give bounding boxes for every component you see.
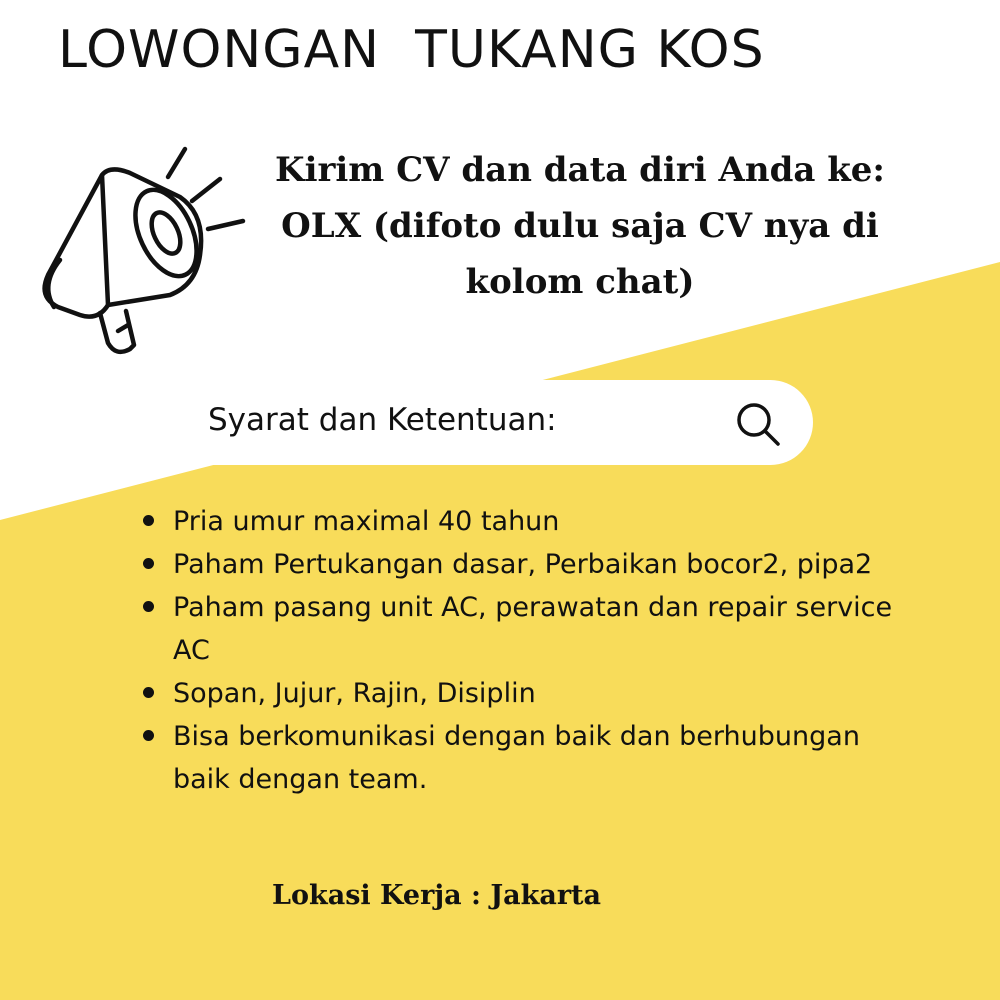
page-title: LOWONGAN TUKANG KOS <box>58 20 765 80</box>
list-item <box>140 715 900 801</box>
requirement-text: Paham pasang unit AC, perawatan dan repair service AC <box>173 592 893 666</box>
requirements-list <box>140 500 900 801</box>
requirement-text: Pria umur maximal 40 tahun <box>173 506 560 537</box>
list-item <box>140 672 900 715</box>
megaphone-icon <box>30 135 260 365</box>
bullet-icon <box>143 558 154 569</box>
contact-line-2: OLX (difoto dulu saja CV nya di <box>281 206 879 246</box>
work-location: Lokasi Kerja : Jakarta <box>272 880 602 911</box>
search-bar-label: Syarat dan Ketentuan: <box>208 402 557 438</box>
bullet-icon <box>143 687 154 698</box>
search-icon <box>732 398 784 450</box>
list-item <box>140 500 900 543</box>
bullet-icon <box>143 601 154 612</box>
search-bar <box>148 380 813 465</box>
requirement-text: Bisa berkomunikasi dengan baik dan berhubungan baik dengan team. <box>173 721 860 795</box>
bullet-icon <box>143 730 154 741</box>
bullet-icon <box>143 515 154 526</box>
contact-line-3: kolom chat) <box>465 262 695 302</box>
requirement-text: Paham Pertukangan dasar, Perbaikan bocor2, pipa2 <box>173 549 873 580</box>
contact-instructions <box>250 142 910 310</box>
list-item <box>140 543 900 586</box>
contact-line-1: Kirim CV dan data diri Anda ke: <box>275 150 885 190</box>
requirement-text: Sopan, Jujur, Rajin, Disiplin <box>173 678 536 709</box>
list-item <box>140 586 900 672</box>
